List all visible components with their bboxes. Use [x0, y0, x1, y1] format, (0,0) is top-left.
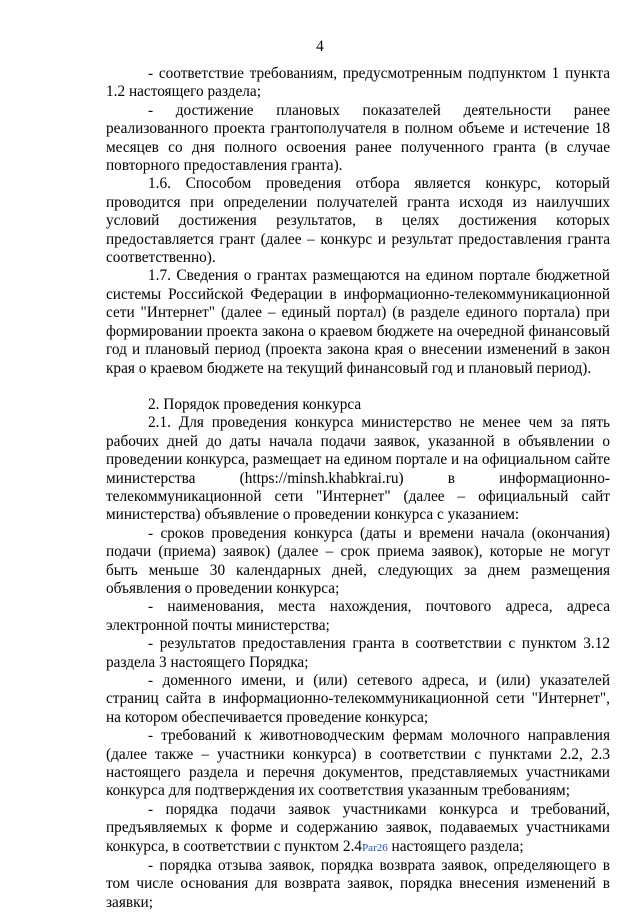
paragraph: - требований к животноводческим фермам молочного направления (далее также – участники конкурса) в соответствии с пунктами 2.2, 2.3 настоящего раздела и перечня документов, представляемых участниками конкурса для подтверждения их соответствия указанным требованиям; [106, 727, 610, 800]
section-heading: 2. Порядок проведения конкурса [148, 395, 362, 413]
paragraph-text: - порядка подачи заявок участниками конкурса и требований, предъявляемых к форме и содержанию заявок, подаваемых участниками конкурса, в соответствии с пунктом 2.4 [106, 800, 610, 855]
paragraph: - наименования, места нахождения, почтового адреса, адреса электронной почты министерства; [106, 598, 610, 634]
paragraph: - сроков проведения конкурса (даты и времени начала (окончания) подачи (приема) заявок) (далее – срок приема заявок), которые не могут быть меньше 30 календарных дней, следующих за днем размещения объявления о проведении конкурса; [106, 524, 610, 597]
par26-link[interactable]: Par26 [362, 841, 388, 854]
paragraph: - результатов предоставления гранта в соответствии с пунктом 3.12 раздела 3 настоящего Порядка; [106, 635, 610, 671]
document-body [106, 65, 610, 912]
paragraph: 1.6. Способом проведения отбора является конкурс, который проводится при определении получателей гранта исходя из наилучших условий достижения результатов, в целях достижения которых предоставляется грант (далее – конкурс и результат предоставления гранта соответственно). [106, 175, 610, 267]
paragraph: 2.1. Для проведения конкурса министерство не менее чем за пять рабочих дней до даты начала подачи заявок, указанной в объявлении о проведении конкурса, размещает на едином портале и на официальном сайте министерства (https://minsh.khabkrai.ru) в информационно-телекоммуникационной сети "Интернет" (далее – официальный сайт министерства) объявление о проведении конкурса с указанием: [106, 414, 610, 524]
paragraph: - достижение плановых показателей деятельности ранее реализованного проекта грантополучателя в полном объеме и истечение 18 месяцев со дня полного освоения ранее полученного гранта (в случае повторного предоставления гранта). [106, 101, 610, 175]
paragraph: - соответствие требованиям, предусмотренным подпунктом 1 пункта 1.2 настоящего раздела; [106, 65, 610, 101]
paragraph-text: настоящего раздела; [387, 837, 524, 855]
paragraph-with-link [106, 801, 610, 857]
page-number: 4 [316, 38, 324, 55]
paragraph: - порядка отзыва заявок, порядка возврата заявок, определяющего в том числе основания для возврата заявок, порядка внесения изменений в заявки; [106, 857, 610, 911]
paragraph: - доменного имени, и (или) сетевого адреса, и (или) указателей страниц сайта в информационно-телекоммуникационной сети "Интернет", на котором обеспечивается проведение конкурса; [106, 672, 610, 726]
paragraph: 1.7. Сведения о грантах размещаются на едином портале бюджетной системы Российской Федерации в информационно-телекоммуникационной сети "Интернет" (далее – единый портал) (в разделе единого портала) при формировании проекта закона о краевом бюджете на очередной финансовый год и плановый период (проекта закона края о внесении изменений в закон края о краевом бюджете на текущий финансовый год и плановый период). [106, 267, 610, 377]
